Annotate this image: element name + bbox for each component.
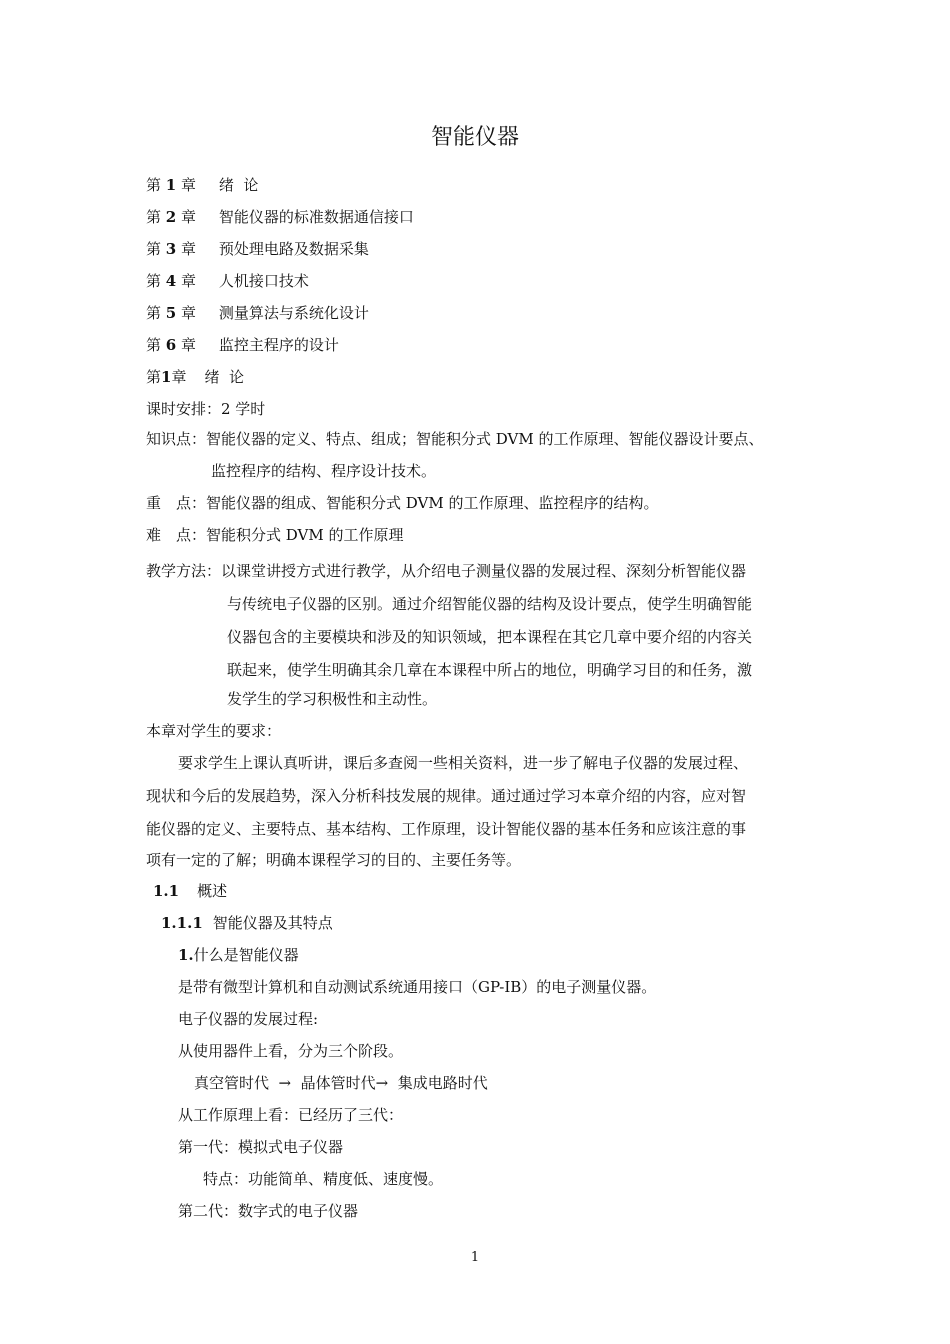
generation-1-features: 特点：功能简单、精度低、速度慢。 xyxy=(203,1170,444,1188)
requirements-text: 能仪器的定义、主要特点、基本结构、工作原理，设计智能仪器的基本任务和应该注意的事 xyxy=(146,820,747,838)
method-text: 联起来，使学生明确其余几章在本课程中所占的地位，明确学习目的和任务，激 xyxy=(227,661,753,679)
knowledge-points-cont: 监控程序的结构、程序设计技术。 xyxy=(211,462,437,480)
toc-suffix: 章 xyxy=(181,336,197,354)
knowledge-text: 智能仪器的定义、特点、组成；智能积分式 DVM 的工作原理、智能仪器设计要点、 xyxy=(206,430,764,448)
section-1-1-1 xyxy=(161,912,333,934)
chapter-num: 1 xyxy=(161,368,172,386)
definition: 是带有微型计算机和自动测试系统通用接口（GP-IB）的电子测量仪器。 xyxy=(178,978,657,996)
stages: 真空管时代 → 晶体管时代→ 集成电路时代 xyxy=(194,1074,488,1092)
class-hours: 课时安排：2 学时 xyxy=(146,400,266,418)
toc-entry xyxy=(146,174,258,196)
section-name: 智能仪器及其特点 xyxy=(212,914,333,932)
requirements-text: 现状和今后的发展趋势，深入分析科技发展的规律。通过通过学习本章介绍的内容，应对智 xyxy=(146,787,747,805)
toc-num: 3 xyxy=(165,240,177,258)
by-components: 从使用器件上看，分为三个阶段。 xyxy=(178,1042,404,1060)
teaching-method xyxy=(146,560,746,582)
toc-entry xyxy=(146,302,369,324)
section-num: 1.1.1 xyxy=(161,914,203,932)
requirements-heading: 本章对学生的要求： xyxy=(146,722,282,740)
toc-prefix: 第 xyxy=(146,272,162,290)
method-text: 仪器包含的主要模块和涉及的知识领域，把本课程在其它几章中要介绍的内容关 xyxy=(227,628,753,646)
toc-suffix: 章 xyxy=(181,304,197,322)
section-name: 概述 xyxy=(197,882,228,900)
toc-name: 智能仪器的标准数据通信接口 xyxy=(218,208,414,226)
toc-entry xyxy=(146,334,339,356)
chapter-name: 绪 论 xyxy=(204,368,245,386)
toc-suffix: 章 xyxy=(181,208,197,226)
knowledge-points xyxy=(146,428,764,450)
dev-process: 电子仪器的发展过程: xyxy=(178,1010,319,1028)
knowledge-label: 知识点： xyxy=(146,430,207,448)
toc-name: 人机接口技术 xyxy=(218,272,309,290)
section-num: 1.1 xyxy=(153,882,180,900)
toc-entry xyxy=(146,206,414,228)
item-1 xyxy=(178,944,299,966)
toc-name: 预处理电路及数据采集 xyxy=(218,240,369,258)
generation-1: 第一代：模拟式电子仪器 xyxy=(178,1138,344,1156)
method-text: 与传统电子仪器的区别。通过介绍智能仪器的结构及设计要点，使学生明确智能 xyxy=(227,595,753,613)
toc-prefix: 第 xyxy=(146,336,162,354)
item-name: 什么是智能仪器 xyxy=(193,946,299,964)
toc-suffix: 章 xyxy=(181,240,197,258)
toc-entry xyxy=(146,238,369,260)
method-label: 教学方法： xyxy=(146,562,222,580)
method-text: 以课堂讲授方式进行教学，从介绍电子测量仪器的发展过程、深刻分析智能仪器 xyxy=(221,562,747,580)
chapter-prefix: 第 xyxy=(146,368,162,386)
item-num: 1. xyxy=(178,946,194,964)
toc-num: 1 xyxy=(165,176,177,194)
toc-prefix: 第 xyxy=(146,208,162,226)
toc-num: 2 xyxy=(165,208,177,226)
toc-name: 测量算法与系统化设计 xyxy=(218,304,369,322)
toc-name: 监控主程序的设计 xyxy=(218,336,339,354)
section-1-1 xyxy=(153,880,227,902)
key-points: 重 点：智能仪器的组成、智能积分式 DVM 的工作原理、监控程序的结构。 xyxy=(146,494,659,512)
by-principle: 从工作原理上看：已经历了三代： xyxy=(178,1106,404,1124)
difficulties: 难 点：智能积分式 DVM 的工作原理 xyxy=(146,526,404,544)
document-title: 智能仪器 xyxy=(430,125,519,150)
toc-prefix: 第 xyxy=(146,176,162,194)
toc-name: 绪 论 xyxy=(218,176,259,194)
toc-prefix: 第 xyxy=(146,304,162,322)
requirements-text: 项有一定的了解；明确本课程学习的目的、主要任务等。 xyxy=(146,851,522,869)
toc-prefix: 第 xyxy=(146,240,162,258)
page-number: 1 xyxy=(470,1250,480,1265)
generation-2: 第二代：数字式的电子仪器 xyxy=(178,1202,359,1220)
requirements-text: 要求学生上课认真听讲，课后多查阅一些相关资料，进一步了解电子仪器的发展过程、 xyxy=(178,754,749,772)
toc-num: 4 xyxy=(165,272,177,290)
toc-suffix: 章 xyxy=(181,272,197,290)
toc-num: 5 xyxy=(165,304,177,322)
chapter-suffix: 章 xyxy=(171,368,187,386)
toc-num: 6 xyxy=(165,336,177,354)
method-text: 发学生的学习积极性和主动性。 xyxy=(227,690,438,708)
chapter-heading xyxy=(146,366,244,388)
toc-suffix: 章 xyxy=(181,176,197,194)
toc-entry xyxy=(146,270,309,292)
